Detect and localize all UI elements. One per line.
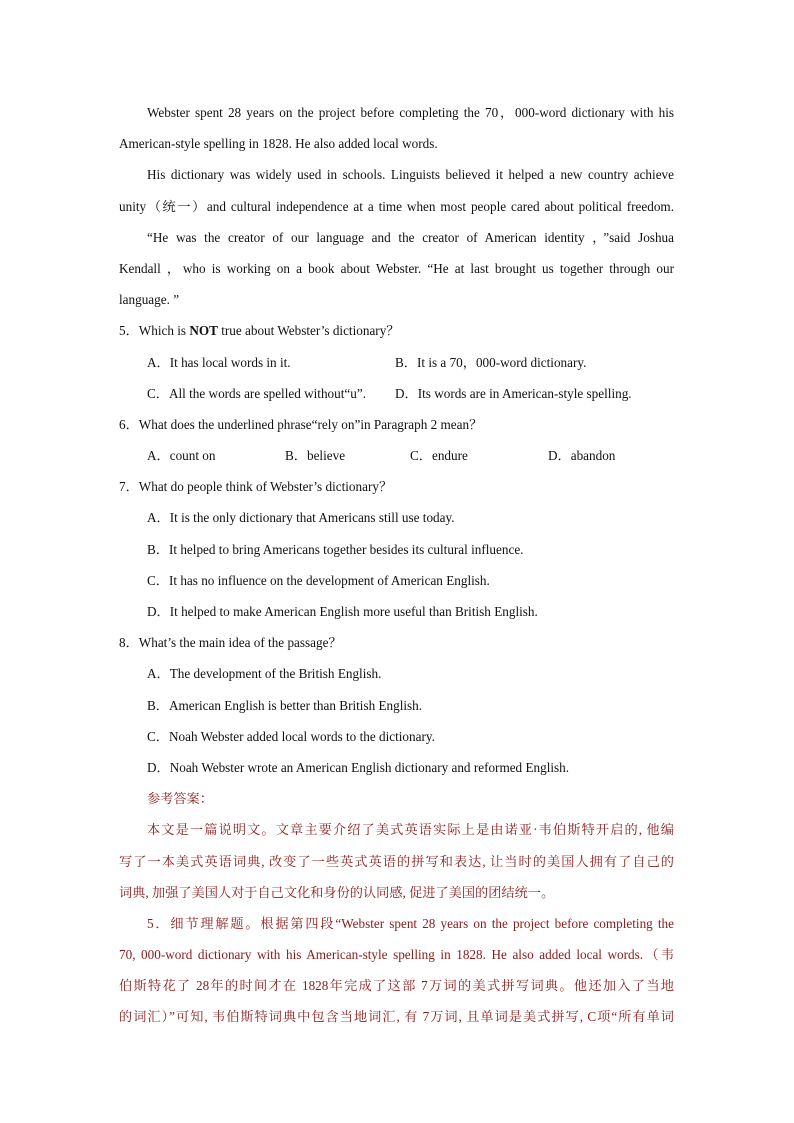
question-5-stem-bold: NOT [189, 323, 218, 339]
passage-line: “He was the creator of our language and the creator of American identity ，”said Joshua [147, 229, 674, 245]
passage-line: Kendall ，who is working on a book about Webster. “He at last brought us together through our [119, 260, 674, 276]
option-8d: D．Noah Webster wrote an American English dictionary and reformed English. [147, 759, 570, 775]
option-8b: B．American English is better than British English. [147, 697, 423, 713]
answer-q5-line: 伯斯特花了 28年的时间才在 1828年完成了这部 7万词的美式拼写词典。他还加入了当地 [119, 978, 674, 994]
question-5-stem-post: true about Webster’s dictionary？ [217, 323, 400, 339]
question-5-stem [119, 315, 674, 346]
option-6a: A．count on [147, 448, 216, 464]
answer-q5-line: 70, 000-word dictionary with his American-style spelling in 1828. He also added local words.（韦 [119, 947, 674, 963]
answer-summary-line: 词典, 加强了美国人对于自己文化和身份的认同感, 促进了美国的团结统一。 [119, 884, 555, 900]
question-5-options-row2 [119, 378, 674, 409]
passage-line: language. ” [119, 292, 180, 308]
passage-line: unity（统一）and cultural independence at a time when most people cared about political freedom. [119, 198, 674, 214]
answer-heading: 参考答案： [147, 791, 213, 807]
answer-summary-line: 本文是一篇说明文。文章主要介绍了美式英语实际上是由诺亚·韦伯斯特开启的, 他编 [147, 822, 674, 838]
passage-line: His dictionary was widely used in schools. Linguists believed it helped a new country achieve [147, 167, 674, 183]
passage-line: Webster spent 28 years on the project before completing the 70，000-word dictionary with his [147, 105, 674, 120]
option-6c: C．endure [410, 448, 468, 464]
option-7a: A．It is the only dictionary that Americans still use today. [147, 510, 455, 526]
option-8a: A．The development of the British English. [147, 666, 382, 682]
question-6-options [119, 440, 674, 471]
answer-q5-line: 的词汇）”可知, 韦伯斯特词典中包含当地词汇, 有 7万词, 且单词是美式拼写, C项“所有单词 [119, 1009, 674, 1025]
option-7c: C．It has no influence on the development of American English. [147, 572, 490, 588]
option-5a: A．It has local words in it. [147, 354, 291, 370]
question-6-stem: 6．What does the underlined phrase“rely on”in Paragraph 2 mean？ [119, 416, 483, 432]
passage-line: American-style spelling in 1828. He also added local words. [119, 136, 438, 152]
option-5d: D．Its words are in American-style spelling. [395, 385, 632, 401]
question-7-stem: 7．What do people think of Webster’s dictionary？ [119, 479, 393, 495]
answer-q5-line: 5．细节理解题。根据第四段“Webster spent 28 years on the project before completing the [147, 915, 674, 931]
question-5-options-row1 [119, 347, 674, 378]
option-5b: B．It is a 70，000-word dictionary. [395, 354, 587, 370]
answer-summary-line: 写了一本美式英语词典, 改变了一些英式英语的拼写和表达, 让当时的美国人拥有了自己的 [119, 853, 674, 869]
option-6d: D．abandon [548, 448, 616, 464]
question-5-stem-pre: 5．Which is [119, 323, 190, 339]
option-7b: B．It helped to bring Americans together besides its cultural influence. [147, 541, 524, 557]
option-6b: B．believe [285, 448, 346, 464]
document-page [119, 97, 674, 1033]
question-8-stem: 8．What’s the main idea of the passage？ [119, 635, 342, 651]
option-8c: C．Noah Webster added local words to the dictionary. [147, 728, 435, 744]
option-7d: D．It helped to make American English more useful than British English. [147, 604, 538, 619]
option-5c: C．All the words are spelled without“u”. [147, 385, 367, 401]
